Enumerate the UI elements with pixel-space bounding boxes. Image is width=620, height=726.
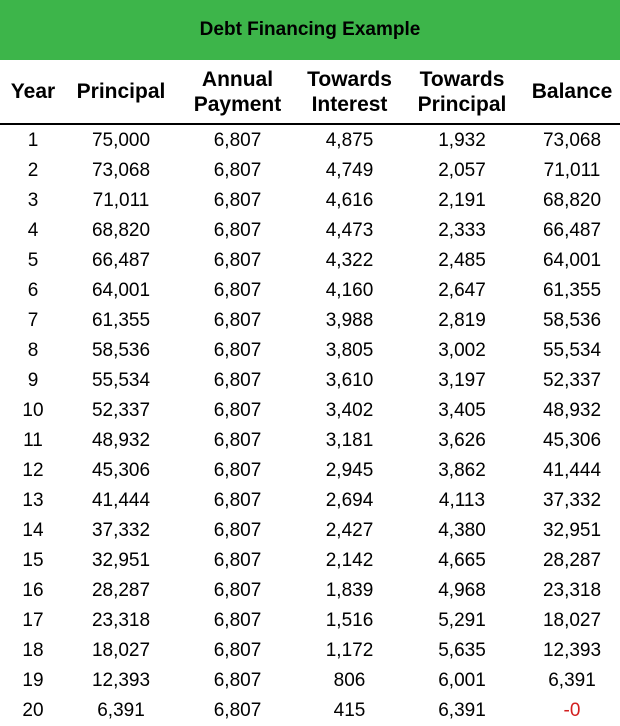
- table-row: [0, 246, 620, 276]
- cell-towards-interest: 3,610: [325, 370, 374, 391]
- cell-principal: 73,068: [91, 160, 151, 181]
- table-row: [0, 606, 620, 636]
- cell-annual-payment: 6,807: [213, 700, 262, 721]
- cell-principal: 71,011: [92, 190, 150, 211]
- cell-annual-payment: 6,807: [213, 610, 262, 631]
- cell-year: 14: [22, 520, 44, 541]
- cell-balance: 12,393: [542, 640, 602, 661]
- cell-principal: 28,287: [91, 580, 151, 601]
- cell-annual-payment: 6,807: [213, 640, 262, 661]
- cell-towards-principal: 2,647: [438, 280, 486, 301]
- cell-principal: 75,000: [91, 130, 151, 151]
- cell-towards-principal: 6,001: [438, 670, 486, 691]
- table-header: [0, 60, 620, 124]
- cell-year: 16: [22, 580, 44, 601]
- cell-balance: 6,391: [548, 670, 596, 691]
- cell-towards-interest: 4,160: [325, 280, 374, 301]
- cell-balance: 28,287: [542, 550, 602, 571]
- cell-principal: 6,391: [97, 700, 145, 721]
- cell-principal: 55,534: [91, 370, 151, 391]
- cell-principal: 52,337: [91, 400, 151, 421]
- cell-principal: 32,951: [91, 550, 151, 571]
- cell-balance: 55,534: [542, 340, 602, 361]
- cell-year: 13: [22, 490, 44, 511]
- table-row: [0, 666, 620, 696]
- cell-year: 7: [27, 310, 39, 331]
- cell-principal: 64,001: [91, 280, 151, 301]
- cell-towards-interest: 3,805: [325, 340, 374, 361]
- cell-balance: 71,011: [543, 160, 601, 181]
- header-balance: Balance: [524, 60, 620, 124]
- table-title-bar: [0, 0, 620, 60]
- cell-annual-payment: 6,807: [213, 550, 262, 571]
- cell-towards-principal: 6,391: [438, 700, 486, 721]
- cell-towards-principal: 2,819: [438, 310, 486, 331]
- cell-balance: 64,001: [542, 250, 602, 271]
- cell-balance: 66,487: [542, 220, 602, 241]
- cell-balance: 45,306: [542, 430, 602, 451]
- table-row: [0, 696, 620, 726]
- cell-towards-interest: 2,694: [325, 490, 374, 511]
- table-row: [0, 516, 620, 546]
- cell-annual-payment: 6,807: [213, 400, 262, 421]
- cell-annual-payment: 6,807: [213, 430, 262, 451]
- table-row: [0, 306, 620, 336]
- cell-towards-principal: 4,113: [438, 490, 486, 511]
- table-row: [0, 396, 620, 426]
- header-row: [0, 60, 620, 124]
- cell-year: 17: [22, 610, 44, 631]
- cell-balance: 73,068: [542, 130, 602, 151]
- table-row: [0, 366, 620, 396]
- cell-towards-principal: 2,191: [438, 190, 486, 211]
- cell-annual-payment: 6,807: [213, 220, 262, 241]
- cell-towards-interest: 3,402: [325, 400, 374, 421]
- cell-annual-payment: 6,807: [213, 310, 262, 331]
- cell-towards-interest: 4,616: [325, 190, 374, 211]
- cell-year: 18: [22, 640, 44, 661]
- cell-towards-interest: 806: [333, 670, 366, 691]
- cell-year: 4: [27, 220, 39, 241]
- cell-year: 20: [22, 700, 44, 721]
- cell-towards-interest: 4,875: [325, 130, 374, 151]
- cell-balance: 32,951: [542, 520, 602, 541]
- cell-towards-principal: 3,002: [438, 340, 486, 361]
- cell-annual-payment: 6,807: [213, 130, 262, 151]
- cell-towards-interest: 4,322: [325, 250, 374, 271]
- table-row: [0, 426, 620, 456]
- header-annual-payment: Annual Payment: [176, 60, 299, 124]
- cell-year: 15: [22, 550, 44, 571]
- table-row: [0, 546, 620, 576]
- cell-year: 9: [27, 370, 39, 391]
- cell-year: 1: [27, 130, 39, 151]
- cell-principal: 66,487: [91, 250, 151, 271]
- cell-annual-payment: 6,807: [213, 340, 262, 361]
- cell-principal: 61,355: [91, 310, 151, 331]
- cell-annual-payment: 6,807: [213, 520, 262, 541]
- cell-year: 8: [27, 340, 39, 361]
- cell-towards-principal: 5,291: [438, 610, 486, 631]
- table-row: [0, 124, 620, 156]
- cell-towards-interest: 4,749: [325, 160, 374, 181]
- cell-year: 3: [27, 190, 39, 211]
- table-row: [0, 636, 620, 666]
- cell-annual-payment: 6,807: [213, 370, 262, 391]
- cell-annual-payment: 6,807: [213, 250, 262, 271]
- cell-balance: 37,332: [542, 490, 602, 511]
- cell-principal: 37,332: [91, 520, 151, 541]
- cell-principal: 12,393: [91, 670, 151, 691]
- table-title: Debt Financing Example: [199, 19, 421, 40]
- cell-year: 5: [27, 250, 39, 271]
- cell-principal: 58,536: [91, 340, 151, 361]
- table-body: [0, 124, 620, 726]
- cell-towards-principal: 2,485: [438, 250, 486, 271]
- cell-towards-interest: 2,142: [325, 550, 374, 571]
- cell-year: 10: [22, 400, 44, 421]
- cell-towards-principal: 3,405: [438, 400, 486, 421]
- cell-annual-payment: 6,807: [213, 460, 262, 481]
- cell-towards-interest: 1,839: [325, 580, 374, 601]
- cell-year: 11: [23, 430, 43, 451]
- cell-principal: 23,318: [91, 610, 151, 631]
- cell-towards-principal: 2,057: [438, 160, 486, 181]
- cell-towards-interest: 2,427: [325, 520, 374, 541]
- header-year: Year: [0, 60, 66, 124]
- table-row: [0, 216, 620, 246]
- cell-annual-payment: 6,807: [213, 670, 262, 691]
- cell-principal: 48,932: [91, 430, 151, 451]
- table-row: [0, 576, 620, 606]
- cell-annual-payment: 6,807: [213, 280, 262, 301]
- cell-towards-principal: 3,862: [438, 460, 486, 481]
- cell-year: 12: [22, 460, 44, 481]
- header-principal: Principal: [66, 60, 176, 124]
- cell-balance: 41,444: [542, 460, 602, 481]
- table-row: [0, 486, 620, 516]
- cell-principal: 45,306: [91, 460, 151, 481]
- header-towards-principal: Towards Principal: [400, 60, 524, 124]
- cell-towards-principal: 4,380: [438, 520, 486, 541]
- table-row: [0, 186, 620, 216]
- cell-towards-interest: 3,988: [325, 310, 374, 331]
- cell-towards-interest: 3,181: [325, 430, 374, 451]
- cell-towards-principal: 3,197: [438, 370, 486, 391]
- cell-balance: 58,536: [542, 310, 602, 331]
- cell-principal: 18,027: [91, 640, 151, 661]
- cell-towards-principal: 4,968: [438, 580, 486, 601]
- cell-balance: 18,027: [542, 610, 602, 631]
- table-row: [0, 156, 620, 186]
- cell-year: 6: [27, 280, 39, 301]
- cell-towards-interest: 2,945: [325, 460, 374, 481]
- table-row: [0, 456, 620, 486]
- cell-balance: 23,318: [542, 580, 602, 601]
- cell-towards-interest: 4,473: [325, 220, 374, 241]
- cell-principal: 68,820: [91, 220, 151, 241]
- cell-annual-payment: 6,807: [213, 190, 262, 211]
- cell-towards-interest: 415: [333, 700, 366, 721]
- cell-annual-payment: 6,807: [213, 580, 262, 601]
- cell-towards-interest: 1,172: [325, 640, 374, 661]
- cell-towards-principal: 4,665: [438, 550, 486, 571]
- cell-towards-principal: 2,333: [438, 220, 486, 241]
- cell-principal: 41,444: [91, 490, 151, 511]
- cell-year: 2: [27, 160, 39, 181]
- cell-year: 19: [22, 670, 44, 691]
- header-towards-interest: Towards Interest: [299, 60, 400, 124]
- cell-balance: 48,932: [542, 400, 602, 421]
- cell-balance: -0: [563, 700, 581, 721]
- cell-towards-principal: 5,635: [438, 640, 486, 661]
- cell-balance: 61,355: [542, 280, 602, 301]
- table-row: [0, 276, 620, 306]
- cell-towards-principal: 3,626: [438, 430, 486, 451]
- cell-annual-payment: 6,807: [213, 160, 262, 181]
- cell-towards-interest: 1,516: [325, 610, 374, 631]
- cell-balance: 68,820: [542, 190, 602, 211]
- cell-towards-principal: 1,932: [438, 130, 486, 151]
- cell-annual-payment: 6,807: [213, 490, 262, 511]
- table-row: [0, 336, 620, 366]
- cell-balance: 52,337: [542, 370, 602, 391]
- debt-schedule-table: [0, 60, 620, 726]
